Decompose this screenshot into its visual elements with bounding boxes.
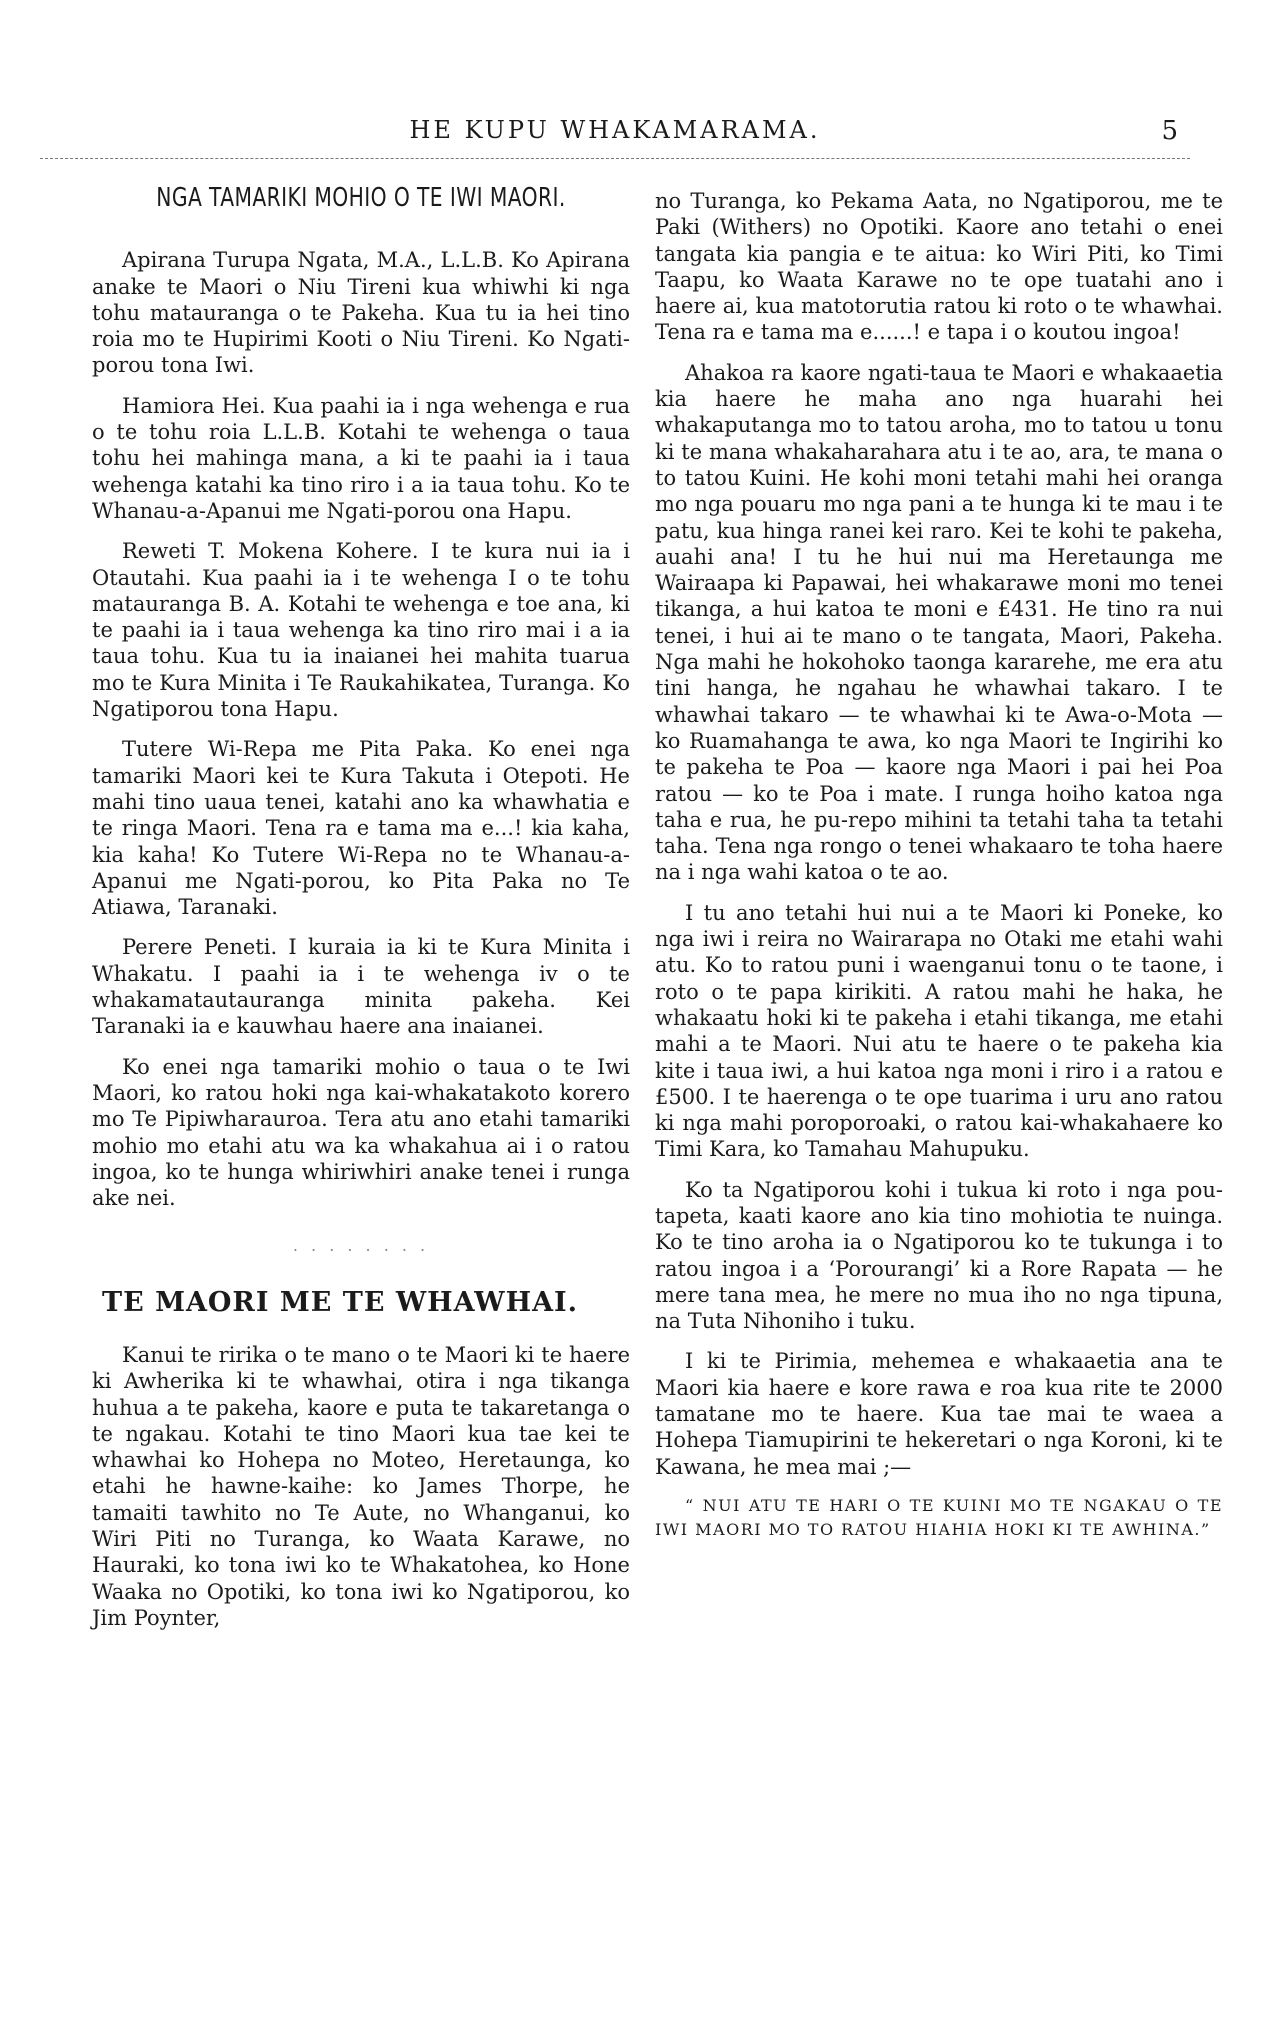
section-divider: . . . . . . . . <box>292 1236 430 1256</box>
paragraph: Ko ta Ngatiporou kohi i tukua ki roto i nga pou-tapeta, kaati kaore ano kia tino mohiotia te nuinga. Ko te tino aroha ia o Ngatiporou ko te tukunga i to ratou ingoa i a ‘Porourangi’ ki a Rore Rapata — he mere tana mea, he mere no mua iho no nga tipuna, na Tuta Nihoniho i tuku. <box>655 1177 1223 1334</box>
page-header <box>40 110 1190 159</box>
paragraph: Reweti T. Mokena Kohere. I te kura nui ia i Otautahi. Kua paahi ia i te wehenga I o te tohu matauranga B. A. Kotahi te wehenga e toe ana, ki te paahi ia i taua wehenga ka tino riro mai i a ia taua tohu. Kua tu ia inaianei hei mahita tuarua mo te Kura Minita i Te Raukahikatea, Turanga. Ko Ngatiporou tona Hapu. <box>92 539 630 722</box>
paragraph: Ahakoa ra kaore ngati-taua te Maori e whakaaetia kia haere he maha ano nga huarahi hei whakaputanga mo to tatou aroha, mo to tatou u tonu ki te mana whakaharahara atu i te ao, ara, te mana o to tatou Kuini. He kohi moni tetahi mahi hei oranga mo nga pouaru mo nga pani a te hunga ki te mau i te patu, kua hinga ranei kei raro. Kei te kohi te pakeha, auahi ana! I tu he hui nui ma Heretaunga me Wairaapa ki Papawai, hei whakarawe moni mo tenei tikanga, a hui katoa te moni e £431. He tino ra nui tenei, i hui ai te mano o te tangata, Maori, Pakeha. Nga mahi he hokohoko taonga kararehe, me era atu tini hanga, he ngahau he whawhai takaro. I te whawhai takaro — te whawhai ki te Awa-o-Mota — ko Ruamahanga te awa, ko nga Maori te Ingirihi ko te pakeha te Poa — kaore nga Maori i pai hei Poa ratou — ko te Poa i mate. I runga hoiho katoa nga taha e rua, he pu-repo mihini ta tetahi taha ta tetahi taha. Tena nga rongo o tenei whakaaro te toha haere na i nga wahi katoa o te ao. <box>655 360 1223 885</box>
paragraph: Tutere Wi-Repa me Pita Paka. Ko enei nga tamariki Maori kei te Kura Takuta i Otepoti. He mahi tino uaua tenei, katahi ano ka whawhatia e te ringa Maori. Tena ra e tama ma e...! kia kaha, kia kaha! Ko Tutere Wi-Repa no te Whanau-a-Apanui me Ngati-porou, ko Pita Paka no Te Atiawa, Taranaki. <box>92 737 630 920</box>
paragraph: I ki te Pirimia, mehemea e whakaaetia ana te Maori kia haere e kore rawa e roa kua rite te 2000 tamatane mo te haere. Kua tae mai te waea a Hohepa Tiamupirini te hekeretari o nga Koroni, ki te Kawana, he mea mai ;— <box>655 1349 1223 1479</box>
section-heading-educated-maori: NGA TAMARIKI MOHIO O TE IWI MAORI. <box>156 183 566 213</box>
running-title: HE KUPU WHAKAMARAMA. <box>409 116 821 144</box>
paragraph: Hamiora Hei. Kua paahi ia i nga wehenga e rua o te tohu roia L.L.B. Kotahi te wehenga o taua tohu hei mahinga mana, a ki te paahi ia i taua wehenga katahi ka tino riro i a ia taua tohu. Ko te Whanau-a-Apanui me Ngati-porou ona Hapu. <box>92 393 630 523</box>
paragraph: Kanui te ririka o te mano o te Maori ki te haere ki Awherika ki te whawhai, otira i nga tikanga huhua a te pakeha, kaore e puta te takaretanga o te ngakau. Kotahi te tino Maori kua tae kei te whawhai ko Hohepa no Moteo, Heretaunga, ko etahi he hawne-kaihe: ko James Thorpe, he tamaiti tawhito no Te Aute, no Whanganui, ko Wiri Piti no Turanga, ko Waata Karawe, no Hauraki, ko tona iwi ko te Whakatohea, ko Hone Waaka no Opotiki, ko tona iwi ko Ngatiporou, ko Jim Poynter, <box>92 1342 630 1630</box>
paragraph: Ko enei nga tamariki mohio o taua o te Iwi Maori, ko ratou hoki nga kai-whakatakoto korero mo Te Pipiwharauroa. Tera atu ano etahi tamariki mohio mo etahi atu wa ka whakahua ai i o ratou ingoa, ko te hunga whiriwhiri anake tenei i runga ake nei. <box>92 1054 630 1211</box>
continued-paragraph: no Turanga, ko Pekama Aata, no Ngatiporou, me te Paki (Withers) no Opotiki. Kaore ano tetahi o enei tangata kia pangia e te aitua: ko Wiri Piti, ko Timi Taapu, ko Waata Karawe no te ope tuatahi ano i haere ai, kua matotorutia ratou ki roto o te whawhai. Tena ra e tama ma e......! e tapa i o koutou ingoa! <box>655 189 1223 345</box>
right-column <box>655 188 1223 1556</box>
page-number: 5 <box>1161 116 1178 146</box>
section-heading-maori-and-war: TE MAORI ME TE WHAWHAI. <box>102 1286 579 1318</box>
paragraph: Apirana Turupa Ngata, M.A., L.L.B. Ko Apirana anake te Maori o Niu Tireni kua whiwhi ki nga tohu matauranga o te Pakeha. Kua tu ia hei tino roia mo te Hupirimi Kooti o Niu Tireni. Ko Ngati-porou tona Iwi. <box>92 248 630 378</box>
telegram-quote: “ NUI ATU TE HARI O TE KUINI MO TE NGAKAU O TE IWI MAORI MO TO RATOU HIAHIA HOKI KI TE AWHINA.” <box>655 1495 1223 1539</box>
paragraph: I tu ano tetahi hui nui a te Maori ki Poneke, ko nga iwi i reira no Wairarapa no Otaki me etahi wahi atu. Ko to ratou puni i waenganui tonu o te taone, i roto o te papa kirikiti. A ratou mahi he haka, he whakaatu hoki ki te pakeha i etahi tikanga, me etahi mahi a te Maori. Nui atu te haere o te pakeha kia kite i taua iwi, a hui katoa nga moni i riro i a ratou e £500. I te haerenga o te ope tuarima i uru ano ratou ki nga mahi poroporoaki, o ratou kai-whakahaere ko Timi Kara, ko Tamahau Mahupuku. <box>655 900 1223 1162</box>
left-column <box>92 185 630 1645</box>
paragraph: Perere Peneti. I kuraia ia ki te Kura Minita i Whakatu. I paahi ia i te wehenga iv o te whakamatautauranga minita pakeha. Kei Taranaki ia e kauwhau haere ana inaianei. <box>92 935 630 1039</box>
